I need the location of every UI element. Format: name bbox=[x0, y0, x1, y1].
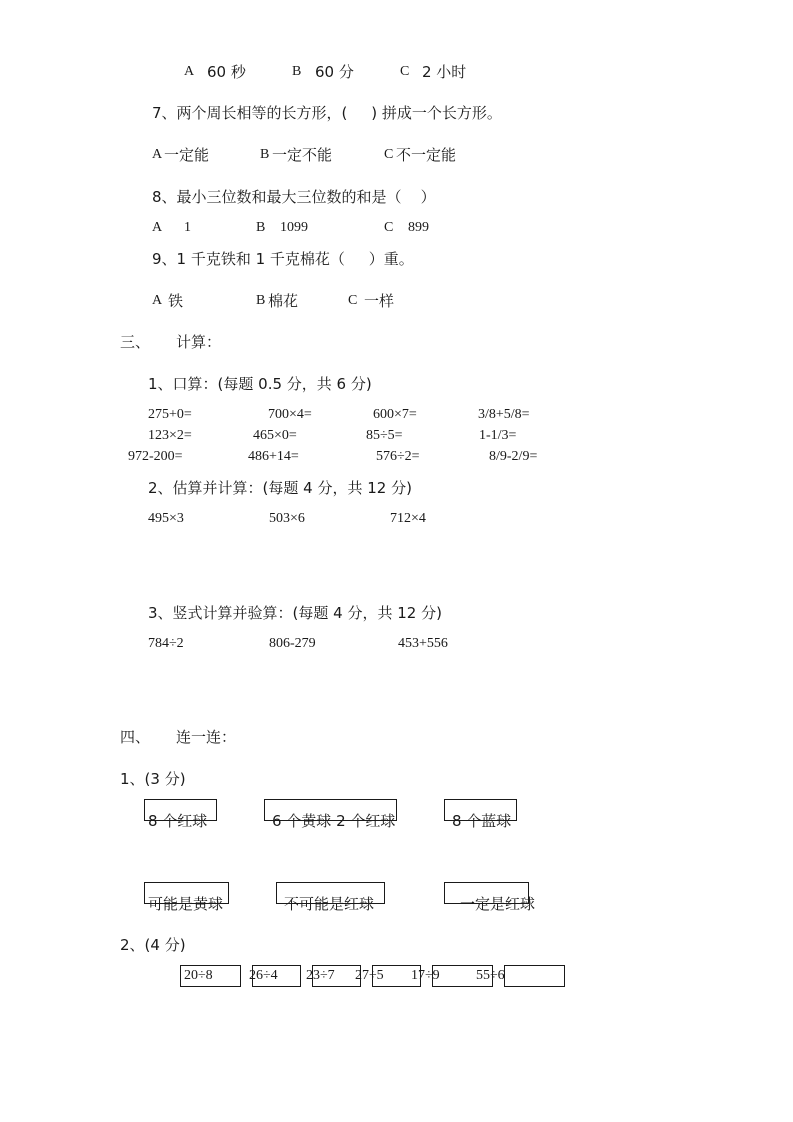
division-expression: 20÷8 bbox=[184, 968, 213, 983]
q9-option-c-letter: C bbox=[348, 293, 358, 308]
mental-math-item: 85÷5= bbox=[366, 428, 403, 443]
section-3-title: 计算： bbox=[176, 333, 222, 351]
matching-2-heading: 2、(4 分) bbox=[120, 936, 186, 954]
match-box-top-label: 8 个红球 bbox=[148, 812, 208, 830]
mental-math-item: 600×7= bbox=[373, 407, 417, 422]
vertical-calc-heading: 3、竖式计算并验算：(每题 4 分，共 12 分) bbox=[148, 604, 442, 622]
q9-option-c-text: 一样 bbox=[364, 292, 395, 310]
estimate-item: 503×6 bbox=[269, 511, 305, 526]
q8-option-c-text: 899 bbox=[408, 220, 429, 235]
q9-option-a-text: 铁 bbox=[168, 292, 184, 310]
q7-option-b-text: 一定不能 bbox=[272, 146, 333, 164]
q6-option-c-text: 2 小时 bbox=[422, 63, 467, 81]
mental-math-item: 123×2= bbox=[148, 428, 192, 443]
mental-math-item: 576÷2= bbox=[376, 449, 420, 464]
mental-math-item: 700×4= bbox=[268, 407, 312, 422]
matching-1-heading: 1、(3 分) bbox=[120, 770, 186, 788]
vertical-calc-item: 453+556 bbox=[398, 636, 448, 651]
mental-math-item: 465×0= bbox=[253, 428, 297, 443]
division-expression: 26÷4 bbox=[249, 968, 278, 983]
q9-option-b-text: 棉花 bbox=[268, 292, 299, 310]
q8-option-b-letter: B bbox=[256, 220, 266, 235]
section-4-number: 四、 bbox=[120, 728, 151, 746]
q9-option-b-letter: B bbox=[256, 293, 266, 308]
q7-option-a-text: 一定能 bbox=[164, 146, 210, 164]
q7-stem: 7、两个周长相等的长方形，( ) 拼成一个长方形。 bbox=[152, 104, 502, 122]
vertical-calc-item: 784÷2 bbox=[148, 636, 184, 651]
estimate-item: 712×4 bbox=[390, 511, 426, 526]
section-4-title: 连一连： bbox=[176, 728, 237, 746]
q8-option-c-letter: C bbox=[384, 220, 394, 235]
match-box-top-label: 6 个黄球 2 个红球 bbox=[272, 812, 396, 830]
q6-option-a-text: 60 秒 bbox=[207, 63, 246, 81]
estimate-item: 495×3 bbox=[148, 511, 184, 526]
mental-math-item: 972-200= bbox=[128, 449, 183, 464]
match-box-bottom-label: 不可能是红球 bbox=[284, 895, 375, 913]
q8-option-a-text: 1 bbox=[184, 220, 191, 235]
division-expression: 23÷7 bbox=[306, 968, 335, 983]
division-expression: 17÷9 bbox=[411, 968, 440, 983]
q9-stem: 9、1 千克铁和 1 千克棉花（ ）重。 bbox=[152, 250, 414, 268]
match-box-top-label: 8 个蓝球 bbox=[452, 812, 512, 830]
q6-option-c-letter: C bbox=[400, 64, 410, 79]
q8-stem: 8、最小三位数和最大三位数的和是（ ） bbox=[152, 188, 436, 206]
mental-math-item: 486+14= bbox=[248, 449, 299, 464]
q6-option-b-letter: B bbox=[292, 64, 302, 79]
q9-option-a-letter: A bbox=[152, 293, 163, 308]
q7-option-a-letter: A bbox=[152, 147, 163, 162]
mental-math-item: 1-1/3= bbox=[479, 428, 517, 443]
match-box-bottom-label: 可能是黄球 bbox=[148, 895, 224, 913]
q6-option-a-letter: A bbox=[184, 64, 195, 79]
match-box-bottom-label: 一定是红球 bbox=[460, 895, 536, 913]
q8-option-a-letter: A bbox=[152, 220, 163, 235]
division-expression: 55÷6 bbox=[476, 968, 505, 983]
q7-option-c-text: 不一定能 bbox=[396, 146, 457, 164]
mental-math-item: 8/9-2/9= bbox=[489, 449, 538, 464]
mental-math-item: 275+0= bbox=[148, 407, 192, 422]
q7-option-b-letter: B bbox=[260, 147, 270, 162]
section-3-number: 三、 bbox=[120, 333, 151, 351]
q7-option-c-letter: C bbox=[384, 147, 394, 162]
q8-option-b-text: 1099 bbox=[280, 220, 308, 235]
vertical-calc-item: 806-279 bbox=[269, 636, 316, 651]
mental-math-item: 3/8+5/8= bbox=[478, 407, 530, 422]
division-expression: 27÷5 bbox=[355, 968, 384, 983]
q6-option-b-text: 60 分 bbox=[315, 63, 354, 81]
estimate-heading: 2、估算并计算：(每题 4 分，共 12 分) bbox=[148, 479, 412, 497]
mental-math-heading: 1、口算：(每题 0.5 分，共 6 分) bbox=[148, 375, 372, 393]
division-box[interactable] bbox=[504, 965, 565, 987]
